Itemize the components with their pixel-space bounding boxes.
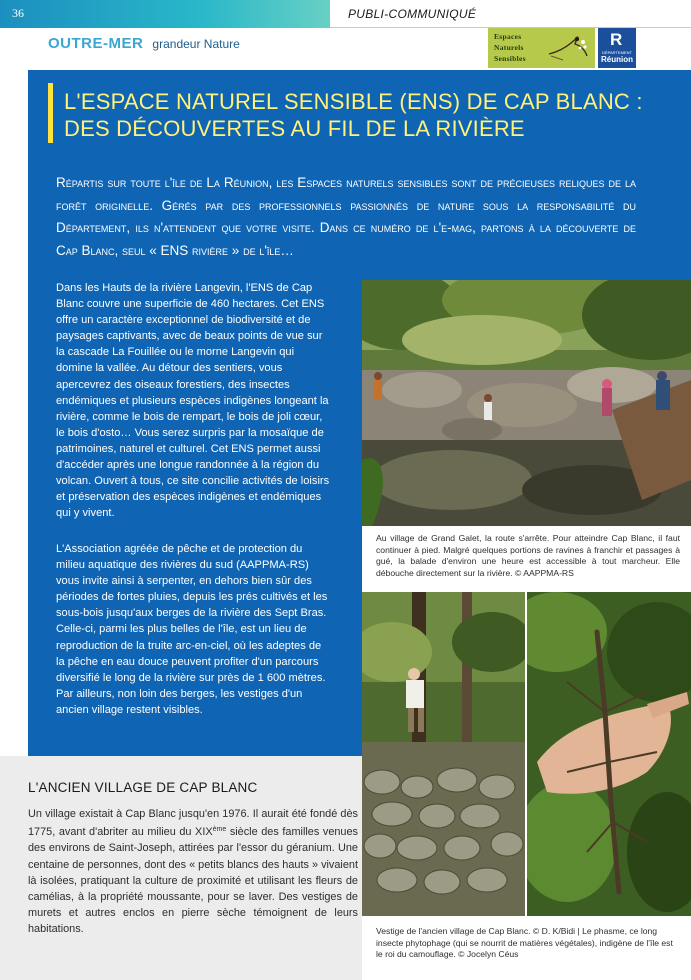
reunion-department-logo bbox=[598, 28, 636, 68]
village-text-part1: Un village existait à Cap Blanc jusqu'en 1976. Il aurait été fondé dès 1775, avant d'abriter au milieu du XIX bbox=[28, 808, 358, 839]
village-text-part2: siècle des familles venues des environs de Saint-Joseph, attirées par l'essor du géranium. Une centaine de personnes, dont des « petits blancs des hauts » vivaient là isolées, pratiquant la culture de proximité et utilisant les fleurs de camélias, à la propriété moussante, pour se laver. Des vestiges de murets et autres enclos en pierre sèche témoignent de leurs habitations. bbox=[28, 826, 358, 936]
body-paragraph-2: L'Association agréée de pêche et de protection du milieu aquatique des rivières du sud (AAPPMA-RS) vous invite ainsi à serpenter, en dehors bien sûr des périodes de fortes pluies, depuis les prés cultivés et les sous-bois jusqu'aux berges de la rivière des Sept Bras. Celle-ci, parmi les plus belles de l'île, est un lieu de reproduction de la truite arc-en-ciel, où les adeptes de la pêche en eau douce peuvent profiter d'un parcours diversifié le long de la rivière sur près de 1 600 mètres. Par ailleurs, non loin des berges, les vestiges d'un ancien village restent visibles. bbox=[56, 543, 328, 716]
title-accent-bar bbox=[48, 83, 53, 143]
bird-icon bbox=[547, 34, 589, 62]
reunion-logo-dept: DÉPARTEMENT bbox=[602, 50, 632, 55]
ens-logo-line2: Naturels bbox=[494, 43, 524, 52]
article-intro: Répartis sur toute l'île de La Réunion, les Espaces naturels sensibles sont de précieuses reliques de la forêt originelle. Gérés par des professionnels passionnés de nature sous la responsabilité du Département, ils n'attendent que votre visite. Dans ce numéro de l'e-mag, partons à la découverte de Cap Blanc, seul « ENS rivière » de l'île… bbox=[56, 175, 636, 258]
river-hikers-photo bbox=[362, 280, 691, 526]
article-title bbox=[64, 88, 684, 142]
body-paragraph-1: Dans les Hauts de la rivière Langevin, l'ENS de Cap Blanc couvre une superficie de 460 hectares. Cet ENS offre un caractère exceptionnel de biodiversité et de paysages captivants, avec de beaux points de vue sur la cascade La Fouillée ou le morne Langevin qui domine la vallée. Au détour des sentiers, vous apercevrez des oiseaux forestiers, des insectes endémiques et plusieurs espèces indigènes longeant la rivière, comme le bois de rempart, le bois de joli cœur, le bois d'osto… Vous serez surpris par la mosaïque de patrimoines, naturel et culturel. Cet ENS permet aussi d'accéder après une longue randonnée à la région du volcan. Ouvert à tous, ce site concilie activités de loisirs et préservation des espèces indigènes et endémiques qui y vivent. bbox=[56, 282, 330, 520]
century-superscript: ème bbox=[212, 826, 227, 834]
section-subtitle: grandeur Nature bbox=[152, 37, 240, 51]
reunion-logo-mark: R bbox=[610, 30, 623, 49]
article-title-line2: DES DÉCOUVERTES AU FIL DE LA RIVIÈRE bbox=[64, 116, 525, 141]
publi-communique-label: PUBLI-COMMUNIQUÉ bbox=[348, 7, 477, 21]
village-heading: L'ANCIEN VILLAGE DE CAP BLANC bbox=[28, 780, 258, 795]
header-color-bar bbox=[0, 0, 330, 28]
reunion-logo-name: Réunion bbox=[601, 55, 633, 64]
ens-logo bbox=[488, 28, 595, 68]
photo-caption-river: Au village de Grand Galet, la route s'arrête. Pour atteindre Cap Blanc, il faut continuer à pied. Malgré quelques portions de ravines à franchir et passages à gué, la balade d'environ une heure est accessible à tout marcheur. Elle débouche directement sur la rivière. © AAPPMA-RS bbox=[376, 533, 680, 578]
section-title: OUTRE-MER bbox=[48, 35, 144, 52]
stick-insect-photo bbox=[527, 592, 691, 916]
village-ruins-photo bbox=[362, 592, 525, 916]
ens-logo-line1: Espaces bbox=[494, 32, 522, 41]
village-paragraph bbox=[28, 806, 358, 938]
ens-logo-line3: Sensibles bbox=[494, 54, 526, 63]
article-title-line1: L'ESPACE NATUREL SENSIBLE (ENS) DE CAP BLANC : bbox=[64, 89, 643, 114]
photo-caption-village-insect: Vestige de l'ancien village de Cap Blanc. © D. K/Bidi | Le phasme, ce long insecte phytophage (qui se nourrit de matières végétales), indigène de l'île est le roi du camouflage. © Jocelyn Céus bbox=[376, 926, 673, 960]
page-number: 36 bbox=[12, 6, 24, 20]
section-header bbox=[48, 33, 240, 53]
